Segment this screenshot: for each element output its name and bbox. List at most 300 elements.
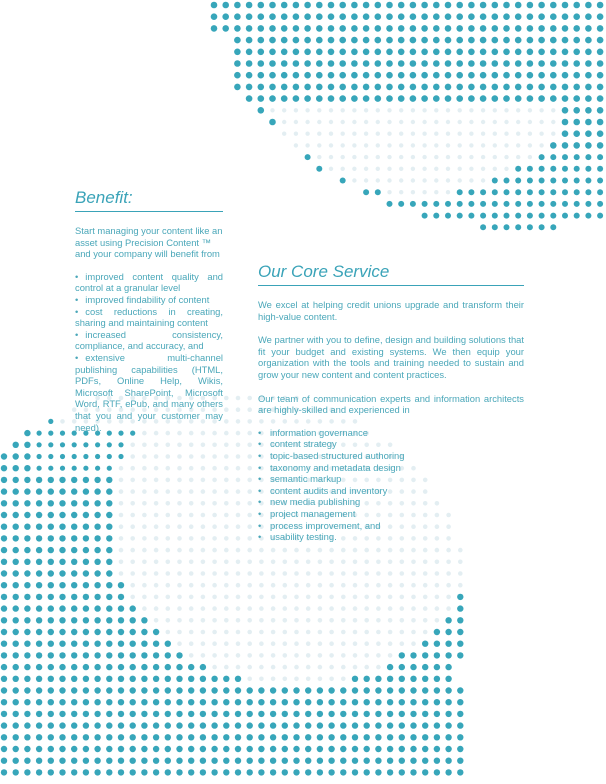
pattern-dot	[165, 734, 171, 740]
pattern-dot	[387, 201, 393, 207]
pattern-dot	[364, 571, 369, 576]
pattern-dot	[376, 618, 381, 623]
pattern-dot	[585, 213, 591, 219]
pattern-dot	[458, 167, 462, 171]
pattern-dot	[492, 72, 499, 79]
pattern-dot	[422, 711, 428, 717]
pattern-dot	[24, 442, 30, 448]
pattern-dot	[71, 664, 77, 670]
pattern-dot	[445, 652, 451, 658]
pattern-dot	[13, 699, 19, 705]
pattern-dot	[446, 595, 451, 600]
pattern-dot	[83, 769, 89, 775]
pattern-dot	[456, 95, 463, 102]
pattern-dot	[200, 687, 206, 693]
pattern-dot	[283, 665, 288, 670]
pattern-dot	[258, 107, 265, 114]
pattern-dot	[422, 722, 428, 728]
pattern-dot	[446, 120, 450, 124]
pattern-dot	[375, 676, 381, 682]
pattern-dot	[411, 583, 416, 588]
pattern-dot	[597, 154, 603, 160]
pattern-dot	[457, 641, 463, 647]
pattern-dot	[48, 454, 53, 459]
pattern-dot	[329, 143, 333, 147]
pattern-dot	[410, 699, 416, 705]
pattern-dot	[353, 606, 358, 611]
pattern-dot	[434, 652, 440, 658]
pattern-dot	[375, 25, 382, 32]
pattern-dot	[270, 687, 276, 693]
pattern-dot	[270, 734, 276, 740]
pattern-dot	[258, 95, 265, 102]
pattern-dot	[212, 466, 217, 471]
pattern-dot	[386, 84, 393, 91]
pattern-dot	[445, 213, 451, 219]
pattern-dot	[13, 594, 19, 600]
pattern-dot	[352, 676, 358, 682]
pattern-dot	[375, 711, 381, 717]
pattern-dot	[247, 722, 253, 728]
pattern-dot	[353, 641, 358, 646]
pattern-dot	[445, 664, 451, 670]
pattern-dot	[421, 25, 428, 32]
pattern-dot	[376, 155, 380, 159]
pattern-dot	[585, 201, 591, 207]
pattern-dot	[36, 594, 42, 600]
pattern-dot	[293, 2, 300, 9]
pattern-dot	[516, 120, 520, 124]
pattern-dot	[503, 95, 510, 102]
pattern-dot	[247, 583, 252, 588]
pattern-dot	[60, 454, 65, 459]
pattern-dot	[106, 582, 112, 588]
pattern-dot	[142, 548, 147, 553]
pattern-dot	[585, 154, 591, 160]
pattern-dot	[562, 154, 568, 160]
pattern-dot	[538, 72, 545, 79]
pattern-dot	[1, 559, 7, 565]
pattern-dot	[1, 535, 7, 541]
pattern-dot	[573, 49, 580, 56]
pattern-dot	[492, 49, 499, 56]
pattern-dot	[353, 665, 358, 670]
pattern-dot	[400, 630, 405, 635]
pattern-dot	[293, 49, 300, 56]
pattern-dot	[585, 189, 591, 195]
pattern-dot	[515, 95, 522, 102]
pattern-dot	[234, 72, 241, 79]
pattern-dot	[236, 489, 241, 494]
pattern-dot	[83, 617, 89, 623]
pattern-dot	[597, 119, 604, 126]
pattern-dot	[212, 454, 217, 459]
pattern-dot	[456, 84, 463, 91]
pattern-dot	[399, 108, 403, 112]
pattern-dot	[188, 676, 194, 682]
pattern-dot	[1, 488, 7, 494]
pattern-dot	[36, 605, 42, 611]
pattern-dot	[269, 72, 276, 79]
pattern-dot	[504, 213, 510, 219]
pattern-dot	[364, 758, 370, 764]
pattern-dot	[189, 641, 194, 646]
pattern-dot	[270, 769, 276, 775]
pattern-dot	[305, 722, 311, 728]
pattern-dot	[293, 734, 299, 740]
pattern-dot	[48, 512, 54, 518]
pattern-dot	[83, 559, 89, 565]
pattern-dot	[527, 166, 533, 172]
service-item: • information governance	[258, 426, 368, 438]
pattern-dot	[504, 155, 508, 159]
pattern-dot	[24, 547, 30, 553]
pattern-dot	[189, 443, 194, 448]
pattern-dot	[375, 722, 381, 728]
pattern-dot	[597, 189, 603, 195]
pattern-dot	[142, 595, 147, 600]
pattern-dot	[410, 13, 417, 20]
pattern-dot	[106, 512, 112, 518]
pattern-dot	[516, 143, 520, 147]
pattern-dot	[119, 524, 124, 529]
pattern-dot	[306, 548, 311, 553]
pattern-dot	[341, 606, 346, 611]
pattern-dot	[189, 524, 194, 529]
pattern-dot	[423, 630, 428, 635]
pattern-dot	[421, 84, 428, 91]
pattern-dot	[36, 722, 42, 728]
pattern-dot	[538, 2, 545, 9]
pattern-dot	[130, 722, 136, 728]
pattern-dot	[141, 746, 147, 752]
pattern-dot	[293, 25, 300, 32]
pattern-dot	[411, 618, 416, 623]
pattern-dot	[71, 617, 77, 623]
pattern-dot	[224, 407, 229, 412]
pattern-dot	[71, 559, 77, 565]
pattern-dot	[585, 130, 592, 137]
pattern-dot	[130, 734, 136, 740]
pattern-dot	[328, 72, 335, 79]
pattern-dot	[352, 699, 358, 705]
pattern-dot	[316, 49, 323, 56]
pattern-dot	[211, 769, 217, 775]
pattern-dot	[189, 466, 194, 471]
pattern-dot	[445, 60, 452, 67]
pattern-dot	[422, 687, 428, 693]
pattern-dot	[224, 571, 229, 576]
pattern-dot	[318, 630, 323, 635]
pattern-dot	[456, 2, 463, 9]
pattern-dot	[236, 618, 241, 623]
pattern-dot	[434, 687, 440, 693]
pattern-dot	[224, 548, 229, 553]
pattern-dot	[94, 547, 100, 553]
pattern-dot	[13, 465, 19, 471]
pattern-dot	[224, 466, 229, 471]
pattern-dot	[258, 769, 264, 775]
pattern-dot	[328, 769, 334, 775]
pattern-dot	[539, 143, 543, 147]
pattern-dot	[352, 687, 358, 693]
pattern-dot	[446, 167, 450, 171]
pattern-dot	[387, 120, 391, 124]
pattern-dot	[234, 84, 241, 91]
pattern-dot	[411, 120, 415, 124]
pattern-dot	[270, 722, 276, 728]
pattern-dot	[562, 2, 569, 9]
pattern-dot	[60, 466, 65, 471]
pattern-dot	[94, 734, 100, 740]
pattern-dot	[71, 512, 77, 518]
pattern-dot	[317, 143, 321, 147]
pattern-dot	[468, 37, 475, 44]
pattern-dot	[13, 652, 19, 658]
pattern-dot	[340, 722, 346, 728]
pattern-dot	[492, 201, 498, 207]
pattern-dot	[433, 60, 440, 67]
pattern-dot	[13, 605, 19, 611]
pattern-dot	[130, 454, 135, 459]
pattern-dot	[188, 722, 194, 728]
pattern-dot	[24, 746, 30, 752]
pattern-dot	[224, 595, 229, 600]
pattern-dot	[71, 769, 77, 775]
pattern-dot	[527, 189, 533, 195]
pattern-dot	[387, 167, 391, 171]
pattern-dot	[258, 25, 265, 32]
pattern-dot	[538, 95, 545, 102]
pattern-dot	[106, 500, 112, 506]
pattern-dot	[504, 132, 508, 136]
pattern-dot	[480, 60, 487, 67]
pattern-dot	[119, 536, 124, 541]
pattern-dot	[200, 676, 206, 682]
pattern-dot	[176, 687, 182, 693]
pattern-dot	[94, 758, 100, 764]
pattern-dot	[118, 442, 123, 447]
pattern-dot	[258, 60, 265, 67]
pattern-dot	[235, 769, 241, 775]
pattern-dot	[142, 478, 147, 483]
pattern-dot	[410, 676, 416, 682]
pattern-dot	[236, 501, 241, 506]
pattern-dot	[399, 132, 403, 136]
pattern-dot	[363, 95, 370, 102]
pattern-dot	[165, 758, 171, 764]
pattern-dot	[130, 548, 135, 553]
pattern-dot	[492, 213, 498, 219]
pattern-dot	[24, 605, 30, 611]
pattern-dot	[387, 734, 393, 740]
pattern-dot	[562, 37, 569, 44]
pattern-dot	[188, 758, 194, 764]
pattern-dot	[318, 548, 323, 553]
pattern-dot	[106, 547, 112, 553]
pattern-dot	[410, 687, 416, 693]
pattern-dot	[234, 2, 241, 9]
pattern-dot	[585, 60, 592, 67]
pattern-dot	[141, 641, 147, 647]
pattern-dot	[293, 72, 300, 79]
pattern-dot	[258, 84, 265, 91]
pattern-dot	[387, 711, 393, 717]
pattern-dot	[154, 501, 159, 506]
pattern-dot	[340, 687, 346, 693]
pattern-dot	[387, 687, 393, 693]
pattern-dot	[422, 108, 426, 112]
pattern-dot	[457, 687, 463, 693]
pattern-dot	[246, 84, 253, 91]
pattern-dot	[318, 606, 323, 611]
pattern-dot	[352, 143, 356, 147]
pattern-dot	[364, 734, 370, 740]
pattern-dot	[445, 2, 452, 9]
pattern-dot	[94, 617, 100, 623]
pattern-dot	[364, 132, 368, 136]
pattern-dot	[177, 454, 182, 459]
pattern-dot	[36, 652, 42, 658]
pattern-dot	[550, 25, 557, 32]
pattern-dot	[318, 595, 323, 600]
pattern-dot	[353, 618, 358, 623]
pattern-dot	[585, 72, 592, 79]
pattern-dot	[154, 454, 159, 459]
pattern-dot	[386, 37, 393, 44]
pattern-dot	[24, 664, 30, 670]
pattern-dot	[223, 687, 229, 693]
pattern-dot	[94, 711, 100, 717]
pattern-dot	[37, 442, 42, 447]
pattern-dot	[107, 454, 112, 459]
pattern-dot	[328, 758, 334, 764]
pattern-dot	[468, 72, 475, 79]
pattern-dot	[317, 734, 323, 740]
pattern-dot	[528, 143, 532, 147]
pattern-dot	[456, 25, 463, 32]
pattern-dot	[411, 606, 416, 611]
pattern-dot	[83, 582, 89, 588]
benefit-heading: Benefit:	[75, 188, 133, 207]
pattern-dot	[154, 536, 159, 541]
pattern-dot	[71, 641, 77, 647]
pattern-dot	[340, 699, 346, 705]
pattern-dot	[399, 178, 403, 182]
pattern-dot	[188, 711, 194, 717]
pattern-dot	[493, 132, 497, 136]
pattern-dot	[341, 132, 345, 136]
pattern-dot	[24, 453, 30, 459]
pattern-dot	[189, 618, 194, 623]
pattern-dot	[59, 687, 65, 693]
pattern-dot	[83, 570, 89, 576]
pattern-dot	[468, 95, 475, 102]
pattern-dot	[585, 166, 591, 172]
pattern-dot	[166, 630, 171, 635]
pattern-dot	[387, 190, 391, 194]
pattern-dot	[189, 548, 194, 553]
service-item: • semantic markup	[258, 473, 342, 485]
benefit-intro: Start managing your content like an asset using Precision Content ™ and your company will benefit from	[75, 225, 223, 260]
pattern-dot	[352, 758, 358, 764]
pattern-dot	[305, 687, 311, 693]
pattern-dot	[270, 758, 276, 764]
pattern-dot	[480, 2, 487, 9]
pattern-dot	[353, 583, 358, 588]
pattern-dot	[94, 641, 100, 647]
pattern-dot	[341, 548, 346, 553]
pattern-dot	[118, 769, 124, 775]
pattern-dot	[410, 84, 417, 91]
pattern-dot	[200, 699, 206, 705]
pattern-dot	[550, 49, 557, 56]
pattern-dot	[388, 630, 393, 635]
pattern-dot	[317, 722, 323, 728]
pattern-dot	[106, 758, 112, 764]
pattern-dot	[130, 478, 135, 483]
pattern-dot	[118, 734, 124, 740]
pattern-dot	[400, 571, 405, 576]
pattern-dot	[1, 711, 7, 717]
pattern-dot	[59, 676, 65, 682]
pattern-dot	[246, 13, 253, 20]
pattern-dot	[271, 630, 276, 635]
pattern-dot	[411, 571, 416, 576]
pattern-dot	[189, 489, 194, 494]
pattern-dot	[165, 769, 171, 775]
pattern-dot	[36, 500, 42, 506]
pattern-dot	[212, 513, 217, 518]
pattern-dot	[165, 687, 171, 693]
pattern-dot	[1, 465, 7, 471]
pattern-dot	[130, 595, 135, 600]
pattern-dot	[539, 132, 543, 136]
pattern-dot	[329, 595, 334, 600]
pattern-dot	[386, 60, 393, 67]
pattern-dot	[259, 548, 264, 553]
pattern-dot	[423, 606, 428, 611]
pattern-dot	[597, 49, 604, 56]
core-service-heading: Our Core Service	[258, 262, 390, 281]
pattern-dot	[153, 629, 159, 635]
benefit-item: • extensive multi-channel publishing capabilities (HTML, PDFs, Online Help, Wikis, Microsoft SharePoint, Microsoft Word, RTF, ePub, and many others that you and your customer may need).	[75, 351, 223, 433]
pattern-dot	[305, 734, 311, 740]
pattern-dot	[224, 606, 229, 611]
pattern-dot	[410, 664, 416, 670]
pattern-dot	[329, 167, 333, 171]
pattern-dot	[480, 84, 487, 91]
pattern-dot	[247, 548, 252, 553]
pattern-dot	[376, 548, 381, 553]
pattern-dot	[364, 653, 369, 658]
pattern-dot	[201, 630, 206, 635]
pattern-dot	[398, 201, 404, 207]
pattern-dot	[480, 13, 487, 20]
pattern-dot	[468, 2, 475, 9]
pattern-dot	[176, 699, 182, 705]
pattern-dot	[480, 189, 486, 195]
pattern-dot	[387, 676, 393, 682]
pattern-dot	[259, 641, 264, 646]
pattern-dot	[259, 606, 264, 611]
pattern-dot	[247, 466, 252, 471]
pattern-dot	[94, 605, 100, 611]
pattern-dot	[318, 653, 323, 658]
pattern-dot	[410, 758, 416, 764]
pattern-dot	[550, 2, 557, 9]
pattern-dot	[83, 442, 88, 447]
